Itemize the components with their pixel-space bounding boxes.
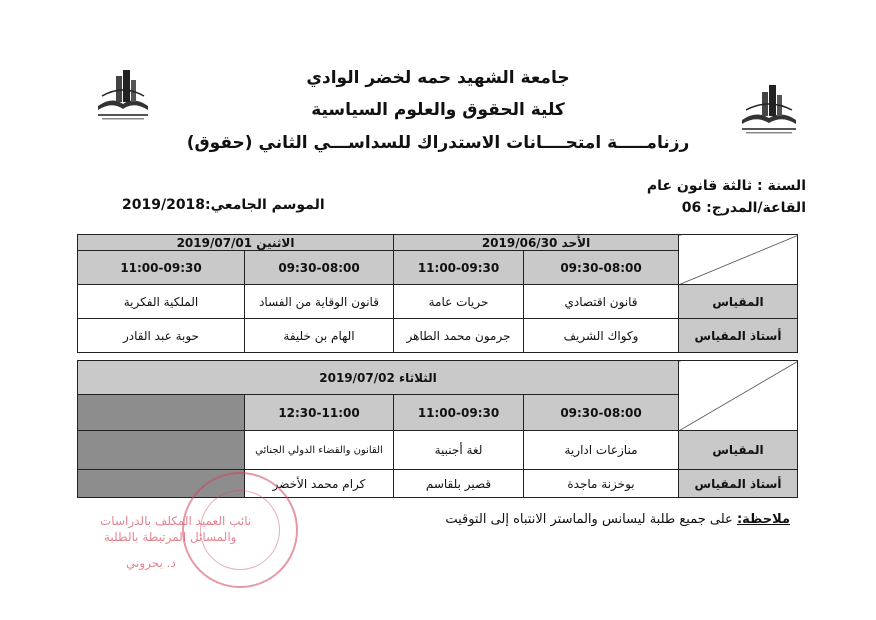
schedule-title: رزنامـــــة امتحــــانات الاستدراك للسداســـي الثاني (حقوق) (186, 133, 690, 153)
row-label-subject: المقياس (679, 285, 798, 319)
stamp-signature: د. بحروني (126, 556, 176, 570)
subject-cell: قانون الوقاية من الفساد (245, 285, 394, 319)
time-slot: 09:30-08:00 (524, 251, 679, 285)
empty-slot (78, 431, 245, 470)
hall-label: القاعة/المدرج: 06 (681, 200, 806, 216)
professor-cell: كرام محمد الأخضر (245, 470, 394, 498)
time-slot: 12:30-11:00 (245, 395, 394, 431)
subject-cell: قانون اقتصادي (524, 285, 679, 319)
stamp-line-2: والمسائل المرتبطة بالطلبة (104, 530, 237, 544)
faculty-name: كلية الحقوق والعلوم السياسية (311, 100, 565, 120)
stamp-line-1: نائب العميد المكلف بالدراسات (100, 514, 252, 528)
time-slot: 11:00-09:30 (394, 395, 524, 431)
subject-cell: منازعات ادارية (524, 431, 679, 470)
time-slot: 11:00-09:30 (394, 251, 524, 285)
row-label-subject: المقياس (679, 431, 798, 470)
note (445, 512, 790, 527)
professor-cell: قصير بلقاسم (394, 470, 524, 498)
row-label-professor: أستاذ المقياس (679, 319, 798, 353)
row-label-professor: أستاذ المقياس (679, 470, 798, 498)
schedule-table-1 (77, 234, 798, 353)
corner-cell (679, 235, 798, 285)
university-name: جامعة الشهيد حمه لخضر الوادي (306, 68, 570, 88)
season-label: الموسم الجامعي:2019/2018 (122, 197, 325, 213)
professor-cell: حوبة عبد القادر (78, 319, 245, 353)
note-label: ملاحظة: (736, 512, 790, 527)
professor-cell: وكواك الشريف (524, 319, 679, 353)
year-label: السنة : ثالثة قانون عام (646, 178, 806, 194)
time-slot: 11:00-09:30 (78, 251, 245, 285)
professor-cell: جرمون محمد الطاهر (394, 319, 524, 353)
day-header-monday: الاثنين 2019/07/01 (78, 235, 394, 251)
subject-cell: القانون والقضاء الدولي الجنائي (245, 431, 394, 470)
subject-cell: الملكية الفكرية (78, 285, 245, 319)
subject-cell: لغة أجنبية (394, 431, 524, 470)
day-header-tuesday: الثلاثاء 2019/07/02 (78, 361, 679, 395)
time-slot: 09:30-08:00 (245, 251, 394, 285)
note-text: على جميع طلبة ليسانس والماستر الانتباه إلى التوقيت (445, 512, 733, 527)
schedule-table-2 (77, 360, 798, 498)
professor-cell: الهام بن خليفة (245, 319, 394, 353)
professor-cell: بوخزنة ماجدة (524, 470, 679, 498)
corner-cell (679, 361, 798, 431)
subject-cell: حريات عامة (394, 285, 524, 319)
empty-slot (78, 395, 245, 431)
time-slot: 09:30-08:00 (524, 395, 679, 431)
day-header-sunday: الأحد 2019/06/30 (394, 235, 679, 251)
